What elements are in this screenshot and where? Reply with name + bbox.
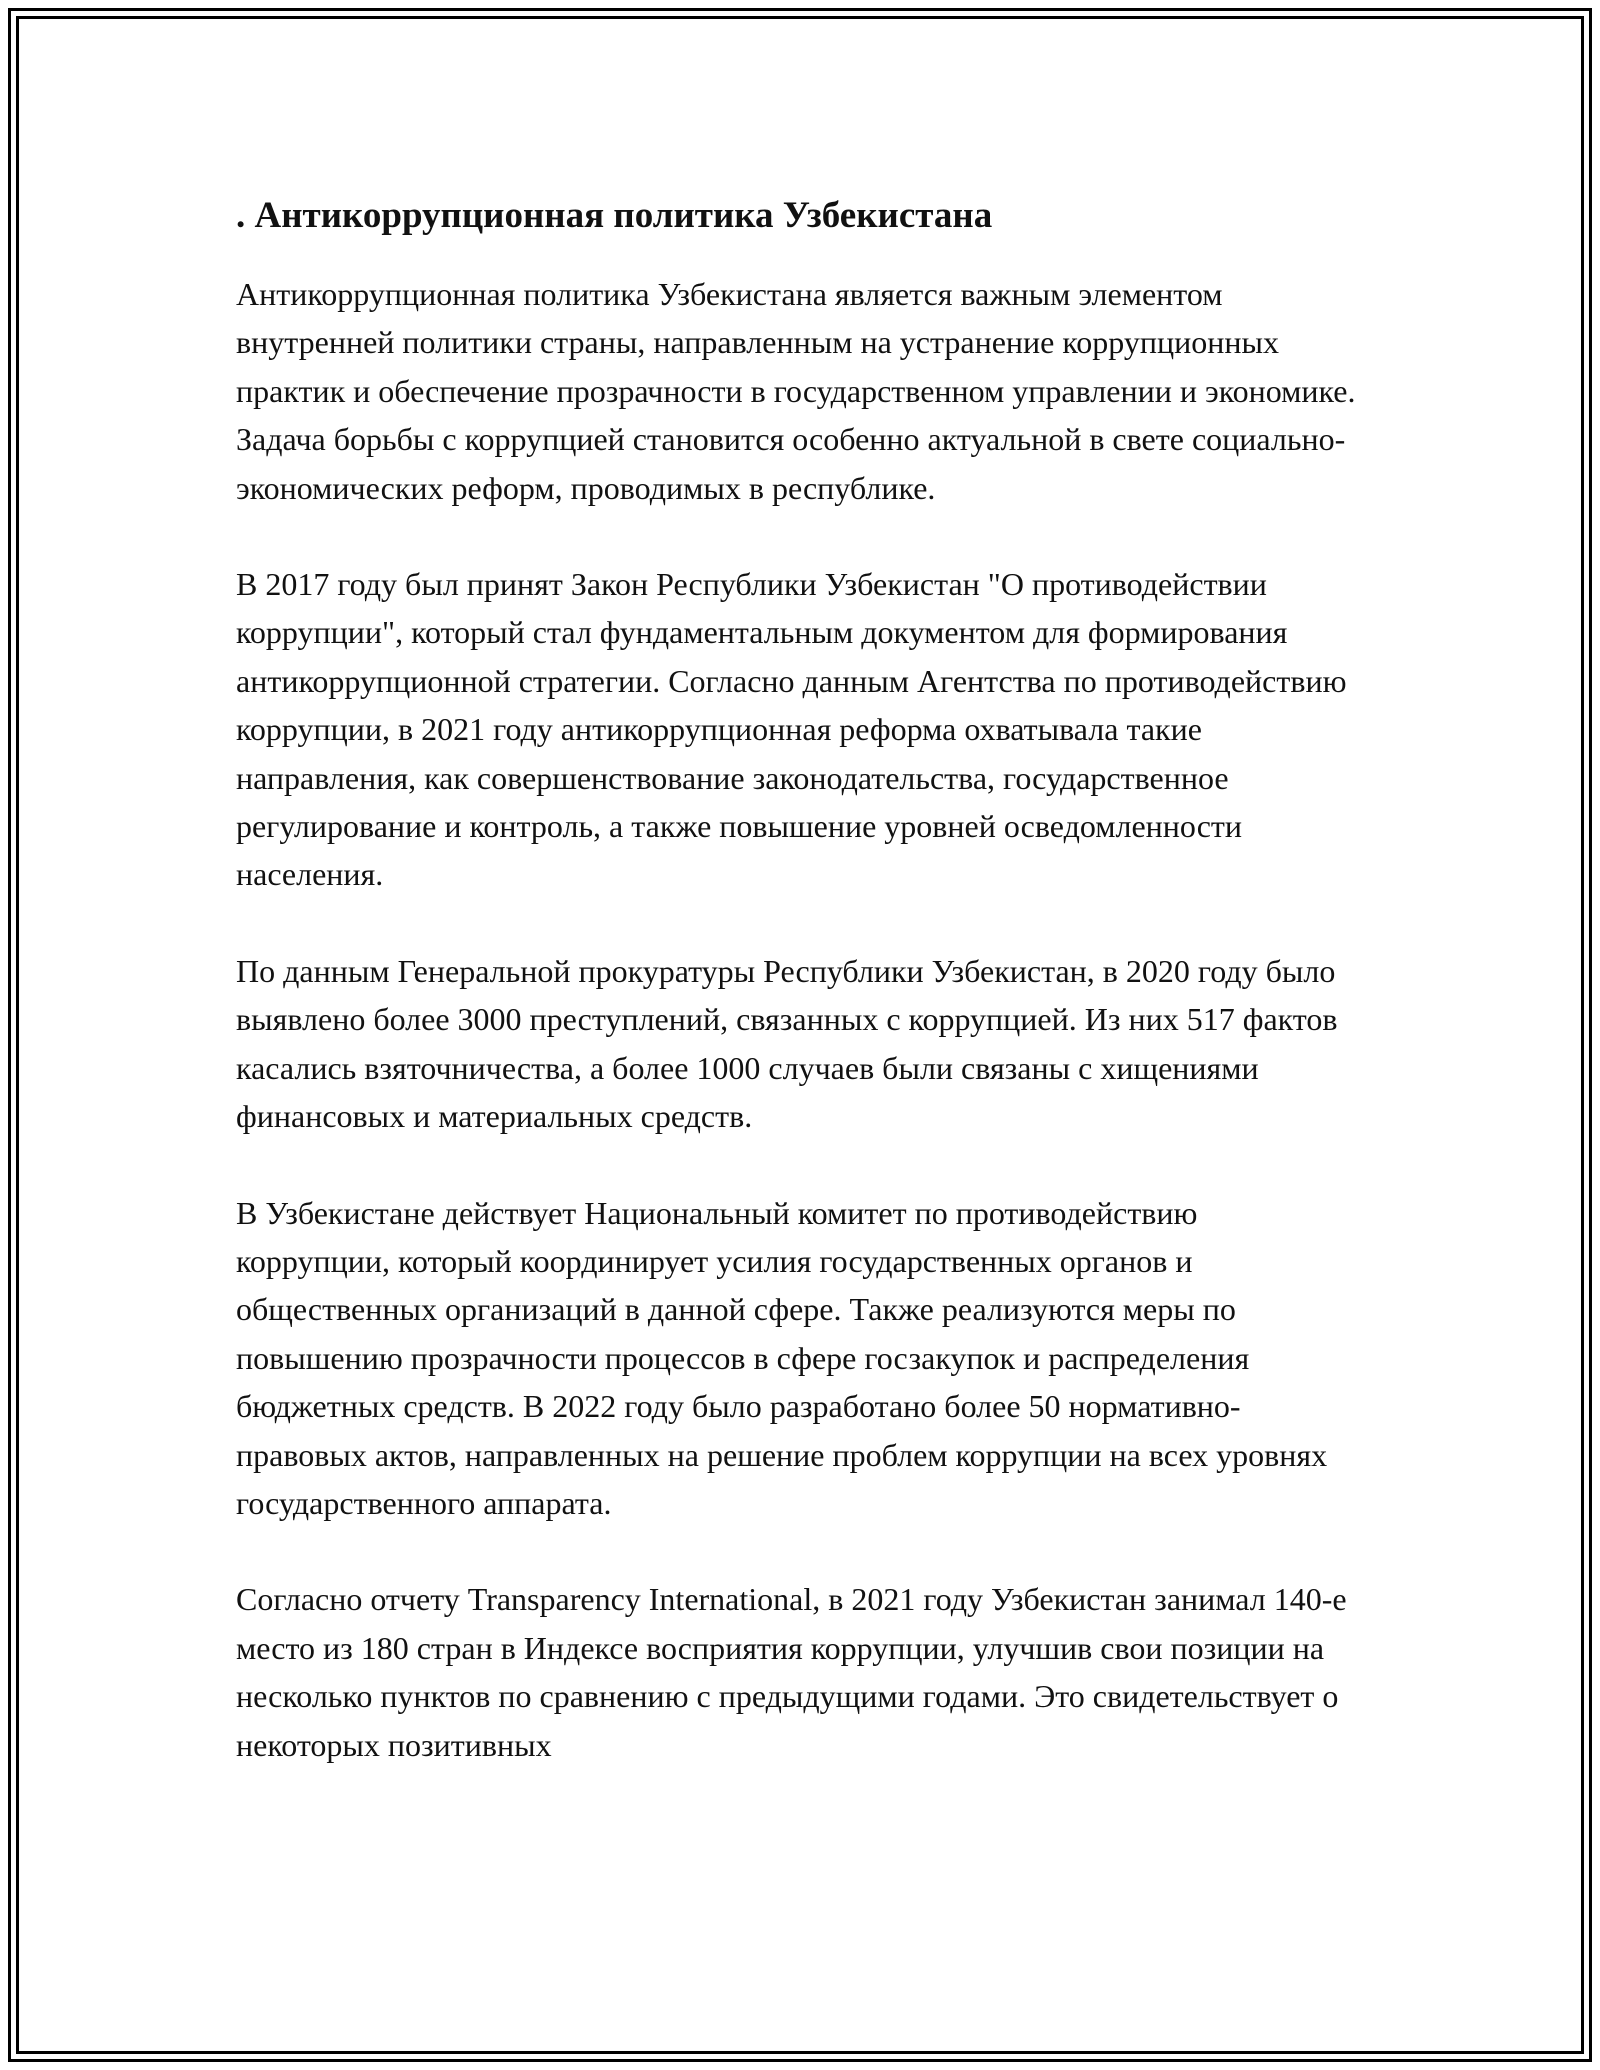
- paragraph-national-committee: В Узбекистане действует Национальный комитет по противодействию коррупции, который координирует усилия государственных органов и общественных организаций в данной сфере. Также реализуются меры по повышению прозрачности процессов в сфере госзакупок и распределения бюджетных средств. В 2022 году было разработано более 50 нормативно-правовых актов, направленных на решение проблем коррупции на всех уровнях государственного аппарата.: [236, 1194, 1328, 1521]
- paragraph-transparency-index: Согласно отчету Transparency International, в 2021 году Узбекистан занимал 140-е место из 180 стран в Индексе восприятия коррупции, улучшив свои позиции на несколько пунктов по сравнению с предыдущими годами. Это свидетельствует о некоторых позитивных: [236, 1581, 1347, 1763]
- paragraph-prosecutor-stats: По данным Генеральной прокуратуры Республики Узбекистан, в 2020 году было выявлено более 3000 преступлений, связанных с коррупцией. Из них 517 фактов касались взяточничества, а более 1000 случаев были связаны с хищениями финансовых и материальных средств.: [236, 952, 1338, 1135]
- document-body: [236, 188, 1356, 1817]
- paragraph-intro: Антикоррупционная политика Узбекистана является важным элементом внутренней политики страны, направленным на устранение коррупционных практик и обеспечение прозрачности в государственном управлении и экономике. Задача борьбы с коррупцией становится особенно актуальной в свете социально-экономических реформ, проводимых в республике.: [236, 276, 1356, 506]
- paragraph-law-2017: В 2017 году был принят Закон Республики Узбекистан "О противодействии коррупции", который стал фундаментальным документом для формирования антикоррупционной стратегии. Согласно данным Агентства по противодействию коррупции, в 2021 году антикоррупционная реформа охватывала такие направления, как совершенствование законодательства, государственное регулирование и контроль, а также повышение уровней осведомленности населения.: [236, 566, 1347, 893]
- document-title: . Антикоррупционная политика Узбекистана: [236, 195, 993, 236]
